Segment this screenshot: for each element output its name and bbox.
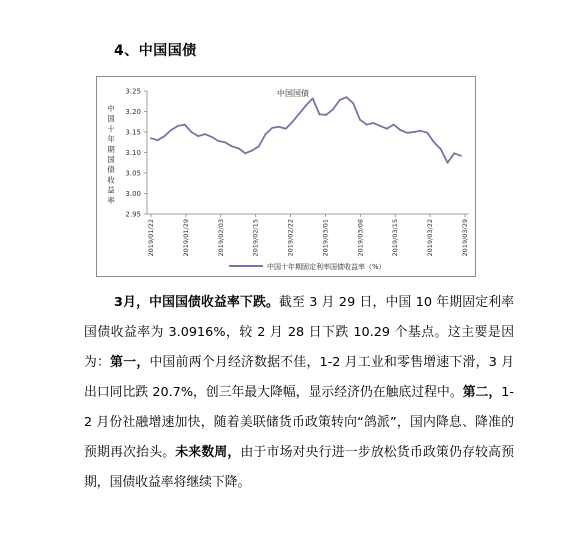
y-axis-label-char: 十	[107, 124, 115, 134]
series-point	[251, 150, 253, 152]
series-point	[352, 102, 354, 104]
analysis-paragraph	[84, 288, 514, 498]
series-point	[244, 152, 246, 154]
series-point	[319, 114, 321, 116]
series-point	[393, 124, 395, 126]
series-point	[285, 128, 287, 130]
series-point	[298, 113, 300, 115]
y-tick-label: 3.00	[125, 190, 141, 198]
series-point	[231, 145, 233, 147]
series-point	[164, 135, 166, 137]
y-axis-label-char: 年	[107, 134, 115, 144]
outlook-label: 未来数周，	[175, 445, 241, 460]
series-point	[224, 141, 226, 143]
section-heading: 4、中国国债	[114, 43, 197, 59]
x-tick-label: 2019/03/08	[356, 219, 365, 257]
y-axis-label-char: 国	[107, 155, 115, 164]
series-point	[211, 136, 213, 138]
series-point	[238, 148, 240, 150]
y-axis	[125, 88, 147, 219]
chart-legend	[229, 262, 386, 271]
series-point	[325, 114, 327, 116]
series-point	[406, 132, 408, 134]
x-tick-label: 2019/01/29	[181, 219, 190, 257]
series-point	[379, 125, 381, 127]
series-point	[426, 132, 428, 134]
x-tick-label: 2019/02/03	[216, 219, 225, 257]
y-tick-label: 3.10	[125, 149, 141, 157]
series-point	[150, 137, 152, 139]
x-axis	[147, 214, 469, 256]
series-point	[191, 131, 193, 133]
series-point	[177, 125, 179, 127]
series-point	[453, 152, 455, 154]
series-point	[440, 148, 442, 150]
series-point	[460, 155, 462, 157]
x-tick-label: 2019/02/22	[286, 219, 295, 257]
series-point	[386, 128, 388, 130]
series-point	[305, 105, 307, 107]
y-axis-label-char: 收	[107, 175, 115, 185]
y-tick-label: 3.25	[125, 87, 141, 96]
series-line	[151, 97, 461, 163]
series-point	[332, 109, 334, 111]
x-tick-label: 2019/03/15	[391, 219, 400, 257]
x-tick-label: 2019/01/22	[147, 219, 155, 257]
series-point	[292, 121, 294, 123]
series-point	[204, 133, 206, 135]
paragraph-lead: 3月，中国国债收益率下跌。	[114, 295, 280, 310]
series-point	[278, 126, 280, 128]
series-point	[157, 139, 159, 141]
y-axis-label-char: 率	[107, 195, 115, 205]
series-point	[399, 129, 401, 131]
series-point	[359, 119, 361, 121]
x-tick-label: 2019/03/29	[461, 219, 469, 257]
paragraph-text-4: 由于市场对央行进一步放松货币政策仍存较高预期，国债收益率将继续下降。	[84, 445, 515, 490]
chart-title: 中国国债	[277, 89, 309, 98]
y-axis-label-char: 债	[107, 165, 115, 175]
paragraph-text-2: 中国前两个月经济数据不佳，1-2 月工业和零售增速下滑，3 月出口同比跌 20.7%，创三年最大降幅，显示经济仍在触底过程中。	[84, 355, 515, 400]
bond-yield-chart	[96, 76, 476, 277]
series-point	[197, 135, 199, 137]
y-tick-label: 3.05	[125, 169, 141, 178]
y-axis-label-char: 中	[107, 104, 115, 113]
series-point	[339, 99, 341, 101]
x-tick-label: 2019/03/01	[321, 219, 330, 257]
y-axis-label-char: 益	[107, 185, 115, 195]
y-axis-label-char: 国	[107, 114, 115, 124]
legend-label: 中国十年期固定利率国债收益率（%）	[267, 263, 386, 271]
plot-area	[150, 96, 462, 163]
series-point	[373, 122, 375, 124]
reason-second-label: 第二，	[462, 385, 502, 400]
x-tick-label: 2019/03/22	[426, 219, 435, 257]
series-point	[413, 131, 415, 133]
y-axis-label	[107, 103, 115, 205]
series-point	[218, 140, 220, 142]
series-point	[420, 130, 422, 132]
y-tick-label: 3.20	[125, 108, 141, 116]
series-point	[170, 129, 172, 131]
series-point	[312, 98, 314, 100]
series-point	[366, 124, 368, 126]
chart-canvas	[97, 77, 477, 278]
series-point	[265, 133, 267, 135]
y-axis-label-char: 期	[107, 144, 115, 154]
reason-first-label: 第一，	[110, 355, 150, 370]
series-point	[346, 96, 348, 98]
series-point	[447, 162, 449, 164]
series-point	[433, 141, 435, 143]
series-point	[258, 145, 260, 147]
series-point	[271, 127, 273, 129]
y-tick-label: 2.95	[125, 210, 141, 219]
paragraph-text-1: 截至 3 月 29 日，中国 10 年期固定利率国债收益率为 3.0916%，较 2 月 28 日下跌 10.29 个基点。这主要是因为：	[84, 295, 515, 370]
x-tick-label: 2019/02/15	[251, 219, 260, 257]
series-point	[184, 124, 186, 126]
y-tick-label: 3.15	[125, 128, 141, 137]
paragraph-text-3: 1-2 月份社融增速加快，随着美联储货币政策转向“鸽派”，国内降息、降准的预期再次抬头。	[84, 385, 514, 460]
